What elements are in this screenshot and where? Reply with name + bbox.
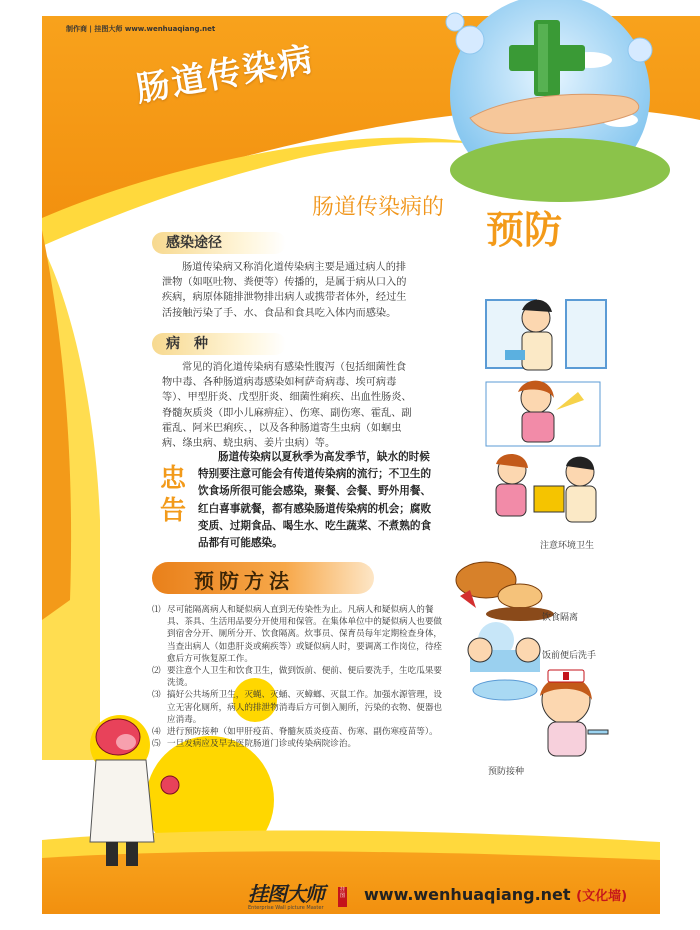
trash-disposal-illustration bbox=[496, 454, 596, 522]
method-number: ⑷ bbox=[152, 727, 161, 738]
method-number: ⑸ bbox=[152, 739, 161, 750]
method-item bbox=[152, 726, 448, 738]
caption-food: 饮食隔离 bbox=[542, 613, 579, 623]
warning-char-top: 忠 bbox=[160, 464, 187, 494]
method-text: 一旦发病应及早去医院肠道门诊或传染病院诊治。 bbox=[167, 739, 357, 750]
method-text: 尽可能隔离病人和疑似病人直到无传染性为止。凡病人和疑似病人的餐具、茶具、生活用品要分开使用和保管。在集体单位中的疑似病人也要做到宿舍分开、厕所分开、饮食隔离。炊事员、保育员每年定期检查身体，当查出病人（如患肝炎或痢疾等）或疑似病人时，要调离工作岗位，待痊愈后方可恢复原工作。 bbox=[167, 605, 443, 664]
food-illustration bbox=[456, 562, 554, 621]
page-title: 肠道传染病 bbox=[132, 39, 318, 111]
method-number: ⑶ bbox=[152, 690, 161, 701]
footer-url[interactable]: www.wenhuaqiang.net bbox=[364, 885, 571, 904]
method-text: 要注意个人卫生和饮食卫生，做到饭前、便前、便后要洗手，生吃瓜果要洗烫。 bbox=[167, 666, 443, 689]
subtitle-emphasis: 预防 bbox=[486, 208, 563, 252]
method-item bbox=[152, 665, 448, 689]
method-text: 进行预防接种（如甲肝疫苗、脊髓灰质炎疫苗、伤寒、副伤寒疫苗等）。 bbox=[167, 727, 438, 738]
warning-char-bottom: 告 bbox=[160, 496, 187, 526]
method-item bbox=[152, 738, 448, 750]
logo-seal: 挂图 bbox=[338, 887, 347, 907]
method-number: ⑵ bbox=[152, 666, 161, 677]
method-item bbox=[152, 689, 448, 726]
methods-list bbox=[152, 604, 448, 750]
types-paragraph: 常见的消化道传染病有感染性腹泻（包括细菌性食物中毒、各种肠道病毒感染如柯萨奇病毒、埃可病毒等）、甲型肝炎、戊型肝炎、细菌性痢疾、出血性肠炎、脊髓灰质炎（即小儿麻痹症）、伤寒、副伤寒、霍乱、副霍乱、阿米巴痢疾、，以及各种肠道寄生虫病（如蛔虫病、绦虫病、蛲虫病、姜片虫病）等。 bbox=[162, 362, 412, 450]
caption-environment: 注意环境卫生 bbox=[540, 541, 595, 551]
methods-title-banner bbox=[152, 562, 374, 594]
subtitle-prefix: 肠道传染病的 bbox=[312, 195, 445, 220]
method-item bbox=[152, 604, 448, 665]
route-heading: 感染途径 bbox=[152, 232, 286, 254]
route-paragraph: 肠道传染病又称消化道传染病主要是通过病人的排泄物（如呕吐物、粪便等）传播的，是属于病从口入的疾病，病原体随排泄物排出病人或携带者体外，经过生活接触污染了手、水、食品和食具吃入体内而感染。 bbox=[162, 262, 407, 319]
caption-vaccine: 预防接种 bbox=[488, 767, 525, 777]
logo-signature: 挂图大师 bbox=[248, 882, 324, 906]
method-number: ⑴ bbox=[152, 605, 161, 615]
logo-subtitle: Enterprise Wall picture Master bbox=[248, 905, 324, 911]
handwash-illustration bbox=[468, 622, 540, 700]
footer-website[interactable] bbox=[364, 885, 627, 904]
method-text: 搞好公共场所卫生，灭蝇、灭蛹、灭蟑螂、灭鼠工作。加强水源管理，设立无害化厕所，病人的排泄物消毒后方可倒入厕所，污染的衣物、便器也应消毒。 bbox=[167, 690, 443, 725]
grass bbox=[450, 138, 670, 202]
dusting-illustration bbox=[486, 381, 600, 446]
credit-line: 制作商 | 挂图大师 www.wenhuaqiang.net bbox=[66, 25, 216, 33]
footer-url-cn: (文化墙) bbox=[576, 889, 628, 904]
cleaning-window-illustration bbox=[486, 300, 606, 370]
nurse-vaccination-illustration bbox=[540, 670, 608, 756]
brand-logo bbox=[248, 878, 324, 911]
warning-paragraph: 肠道传染病以夏秋季为高发季节，缺水的时候特别要注意可能会有传道传染病的流行；不卫生的饮食场所很可能会感染，聚餐、会餐、野外用餐、红白喜事就餐，都有感染肠道传染病的机会；腐败变质、过期食品、喝生水、吃生蔬菜、不煮熟的食品都有可能感染。 bbox=[198, 451, 432, 550]
caption-handwash: 饭前便后洗手 bbox=[542, 651, 597, 661]
methods-title: 预防方法 bbox=[194, 569, 294, 593]
types-heading: 病 种 bbox=[152, 333, 286, 355]
